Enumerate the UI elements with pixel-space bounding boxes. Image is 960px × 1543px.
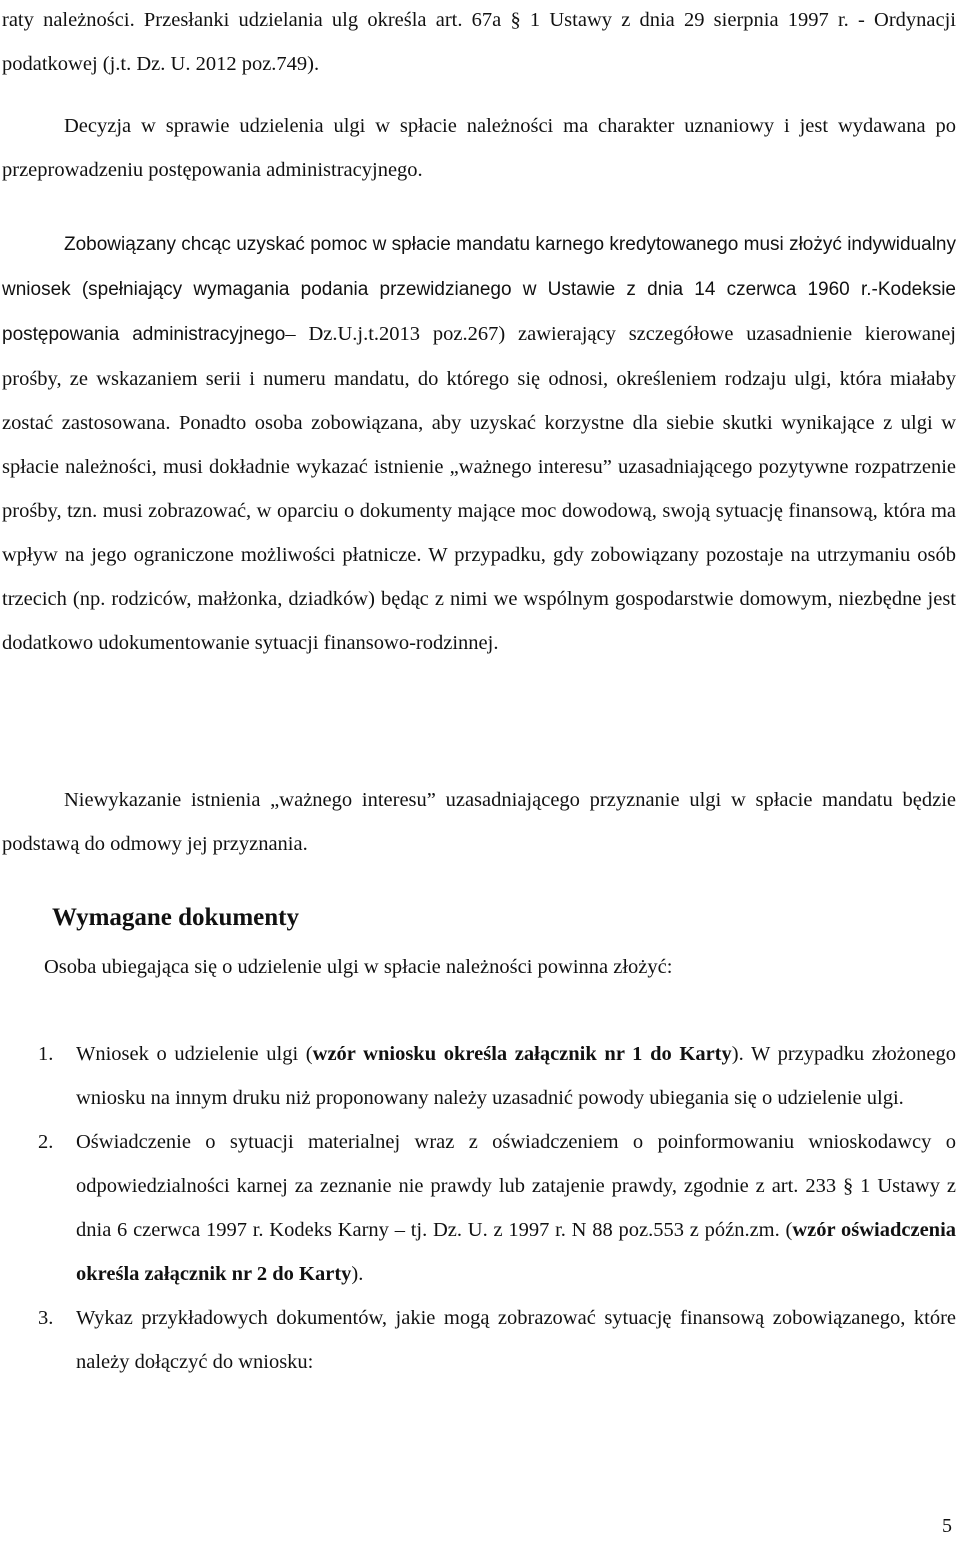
paragraph-application-requirements: [2, 222, 956, 665]
list-item-text-end: ). W przypadku złożonego wniosku na innym druku niż proponowany należy uzasadnić powody ubiegania się o udzielenie ulgi.: [76, 1043, 957, 1109]
section-intro: Osoba ubiegająca się o udzielenie ulgi w spłacie należności powinna złożyć:: [44, 956, 673, 978]
paragraph-legal-basis: raty należności. Przesłanki udzielania ulg określa art. 67a § 1 Ustawy z dnia 29 sierpnia 1997 r. - Ordynacji podatkowej (j.t. Dz. U. 2012 poz.749).: [2, 9, 956, 75]
list-item-bold-text: wzór oświadczenia określa załącznik nr 2 do Karty: [76, 1219, 957, 1285]
list-item-number: 2.: [38, 1131, 54, 1153]
list-item-number: 3.: [38, 1307, 54, 1329]
list-item: [0, 1120, 956, 1296]
paragraph-application-part-b: – Dz.U.j.t.2013 poz.267) zawierający szczegółowe uzasadnienie kierowanej prośby, ze wskazaniem serii i numeru mandatu, do którego się odnosi, określeniem rodzaju ulgi, która miałaby zostać zastosowana. Ponadto osoba zobowiązana, aby uzyskać korzystne dla siebie skutki wynikające z ulgi w spłacie należności, musi dokładnie wykazać istnienie „ważnego interesu” uzasadniającego pozytywne rozpatrzenie prośby, tzn. musi zobrazować, w oparciu o dokumenty mające moc dowodową, swoją sytuację finansową, która ma wpływ na jego ograniczone możliwości płatnicze. W przypadku, gdy zobowiązany pozostaje na utrzymaniu osób trzecich (np. rodziców, małżonka, dziadków) będąc z nimi we wspólnym gospodarstwie domowym, niezbędne jest dodatkowo udokumentowanie sytuacji finansowo-rodzinnej.: [2, 323, 956, 654]
section-heading-required-documents: Wymagane dokumenty: [52, 904, 300, 931]
required-documents-list: [0, 1032, 960, 1384]
paragraph-decision-nature: Decyzja w sprawie udzielenia ulgi w spłacie należności ma charakter uznaniowy i jest wydawana po przeprowadzeniu postępowania administracyjnego.: [2, 115, 956, 181]
list-item: [0, 1296, 956, 1384]
list-item-text: Wniosek o udzielenie ulgi (: [76, 1043, 313, 1065]
paragraph-application-part-a: Zobowiązany chcąc uzyskać pomoc w spłacie mandatu karnego kredytowanego musi złożyć indywidualny wniosek (spełniający wymagania podania przewidzianego w Ustawie z dnia 14 czerwca 1960 r.-Kodeksie postępowania administracyjnego: [2, 234, 956, 345]
list-item-text-end: ).: [351, 1263, 364, 1285]
page-number: 5: [942, 1515, 952, 1537]
list-item-text: Oświadczenie o sytuacji materialnej wraz z oświadczeniem o poinformowaniu wnioskodawcy o odpowiedzialności karnej za zeznanie nie prawdy lub zatajenie prawdy, zgodnie z art. 233 § 1 Ustawy z dnia 6 czerwca 1997 r. Kodeks Karny – tj. Dz. U. z 1997 r. N 88 poz.553 z późn.zm. (: [76, 1131, 956, 1241]
list-item-text: Wykaz przykładowych dokumentów, jakie mogą zobrazować sytuację finansową zobowiązanego, które należy dołączyć do wniosku:: [76, 1307, 956, 1373]
paragraph-important-interest: Niewykazanie istnienia „ważnego interesu” uzasadniającego przyznanie ulgi w spłacie mandatu będzie podstawą do odmowy jej przyznania.: [2, 789, 956, 855]
list-item: [0, 1032, 956, 1120]
list-item-number: 1.: [38, 1043, 54, 1065]
list-item-bold-text: wzór wniosku określa załącznik nr 1 do Karty: [312, 1043, 732, 1065]
